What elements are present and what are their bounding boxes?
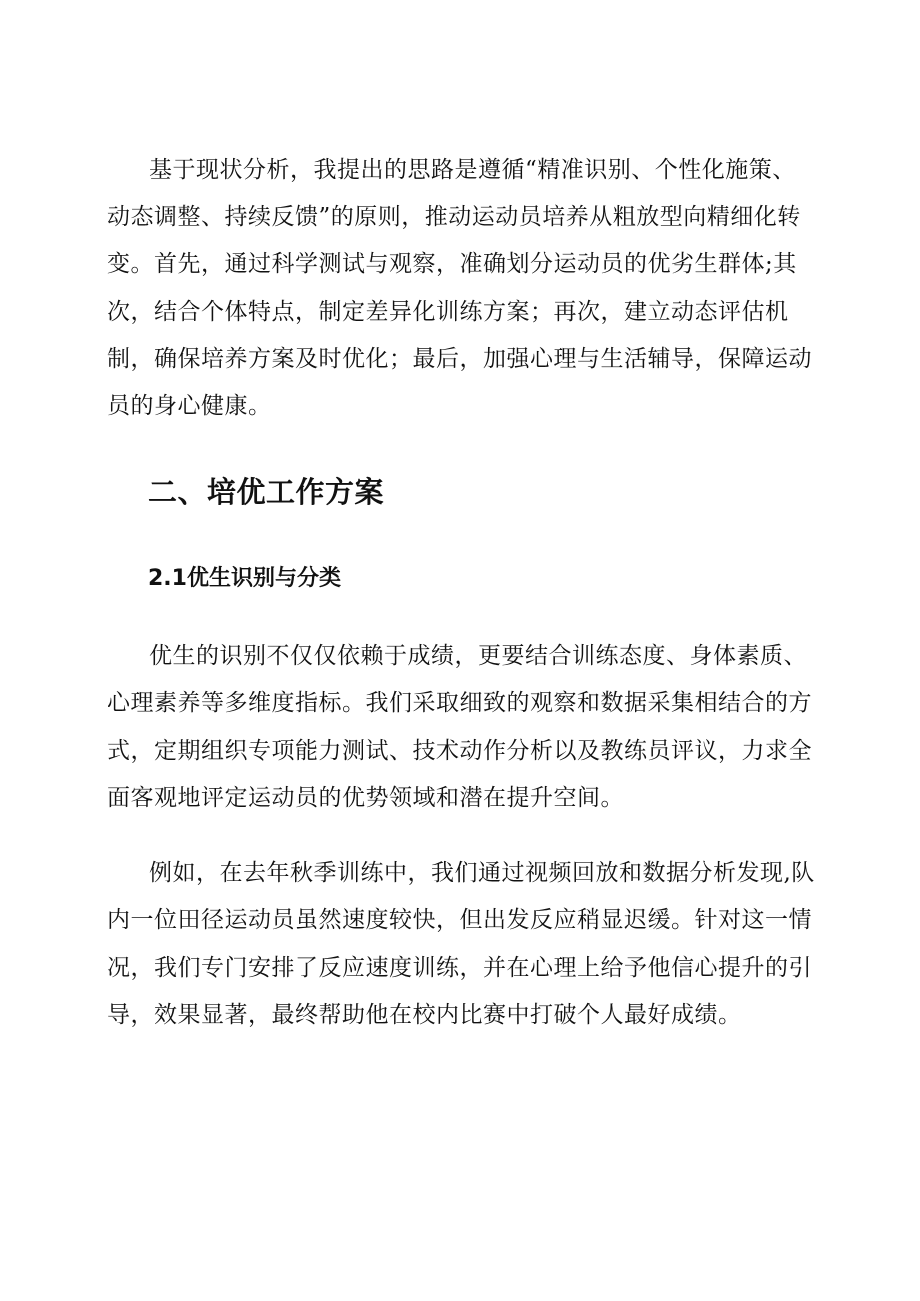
paragraph-line: 心理素养等多维度指标。我们采取细致的观察和数据采集相结合的方 bbox=[107, 690, 812, 716]
paragraph-line: 式，定期组织专项能力测试、技术动作分析以及教练员评议，力求全 bbox=[107, 738, 812, 764]
paragraph-line: 例如，在去年秋季训练中，我们通过视频回放和数据分析发现,队 bbox=[149, 860, 815, 886]
paragraph-line: 面客观地评定运动员的优势领域和潜在提升空间。 bbox=[107, 785, 624, 811]
paragraph-line: 导，效果显著，最终帮助他在校内比赛中打破个人最好成绩。 bbox=[107, 1002, 742, 1028]
paragraph-line: 制，确保培养方案及时优化；最后，加强心理与生活辅导，保障运动 bbox=[107, 346, 812, 372]
paragraph-line: 员的身心健康。 bbox=[107, 393, 272, 419]
paragraph-line: 变。首先，通过科学测试与观察，准确划分运动员的优劣生群体;其 bbox=[107, 251, 797, 277]
paragraph-line: 基于现状分析，我提出的思路是遵循“精准识别、个性化施策、 bbox=[149, 157, 796, 183]
paragraph-line: 动态调整、持续反馈”的原则，推动运动员培养从粗放型向精细化转 bbox=[107, 204, 801, 230]
paragraph-line: 次，结合个体特点，制定差异化训练方案；再次，建立动态评估机 bbox=[107, 299, 789, 325]
paragraph-line: 况，我们专门安排了反应速度训练，并在心理上给予他信心提升的引 bbox=[107, 955, 812, 981]
paragraph-line: 优生的识别不仅仅依赖于成绩，更要结合训练态度、身体素质、 bbox=[149, 643, 807, 669]
subsection-heading: 2.1优生识别与分类 bbox=[148, 566, 341, 591]
paragraph-line: 内一位田径运动员虽然速度较快，但出发反应稍显迟缓。针对这一情 bbox=[107, 907, 812, 933]
section-heading: 二、培优工作方案 bbox=[148, 475, 385, 509]
